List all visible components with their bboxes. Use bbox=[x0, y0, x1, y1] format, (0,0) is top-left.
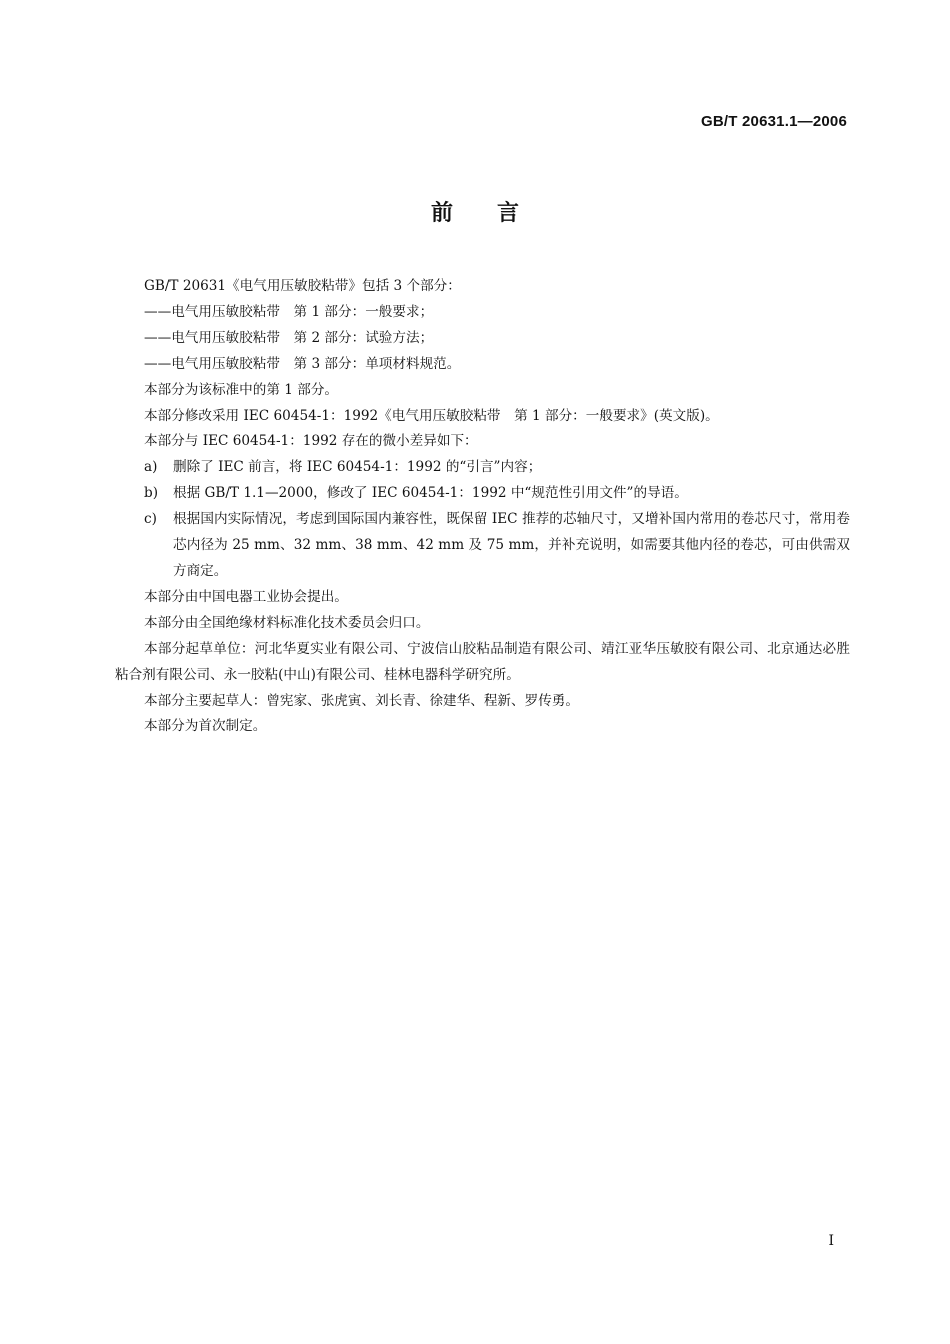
item-marker: a) bbox=[144, 459, 158, 476]
drafting-units-paragraph: 本部分起草单位：河北华夏实业有限公司、宁波信山胶粘品制造有限公司、靖江亚华压敏胶有限公司、北京通达必胜粘合剂有限公司、永一胶粘(中山)有限公司、桂林电器科学研究所。 bbox=[115, 640, 850, 683]
proposed-by-line: 本部分由中国电器工业协会提出。 bbox=[144, 588, 348, 605]
part-1-line: ——电气用压敏胶粘带 第 1 部分：一般要求； bbox=[144, 303, 434, 320]
difference-item-b bbox=[115, 481, 850, 507]
standard-code: GB/T 20631.1—2006 bbox=[701, 113, 847, 130]
part-2-line: ——电气用压敏胶粘带 第 2 部分：试验方法； bbox=[144, 329, 434, 346]
item-text: 根据国内实际情况，考虑到国际国内兼容性，既保留 IEC 推荐的芯轴尺寸，又增补国内常用的卷芯尺寸，常用卷芯内径为 25 mm、32 mm、38 mm、42 mm 及 75 mm，并补充说明，如需要其他内径的卷芯，可由供需双方商定。 bbox=[173, 511, 850, 579]
difference-item-a bbox=[115, 455, 850, 481]
foreword-body bbox=[115, 274, 850, 740]
this-part-line: 本部分为该标准中的第 1 部分。 bbox=[144, 381, 339, 398]
item-marker: b) bbox=[144, 485, 159, 502]
first-edition-line: 本部分为首次制定。 bbox=[144, 718, 267, 735]
intro-line: GB/T 20631《电气用压敏胶粘带》包括 3 个部分： bbox=[144, 278, 461, 294]
jurisdiction-line: 本部分由全国绝缘材料标准化技术委员会归口。 bbox=[144, 614, 430, 631]
page-number: I bbox=[828, 1233, 834, 1249]
drafters-line: 本部分主要起草人：曾宪家、张虎寅、刘长青、徐建华、程新、罗传勇。 bbox=[144, 692, 579, 709]
differences-intro-line: 本部分与 IEC 60454-1：1992 存在的微小差异如下： bbox=[144, 433, 478, 450]
item-marker: c) bbox=[144, 511, 157, 528]
page-title: 前言 bbox=[430, 201, 563, 226]
item-text: 根据 GB/T 1.1—2000，修改了 IEC 60454-1：1992 中“规范性引用文件”的导语。 bbox=[173, 485, 688, 502]
part-3-line: ——电气用压敏胶粘带 第 3 部分：单项材料规范。 bbox=[144, 355, 461, 372]
difference-item-c bbox=[115, 507, 850, 585]
adoption-line: 本部分修改采用 IEC 60454-1：1992《电气用压敏胶粘带 第 1 部分：一般要求》(英文版)。 bbox=[144, 407, 719, 424]
item-text: 删除了 IEC 前言，将 IEC 60454-1：1992 的“引言”内容； bbox=[173, 459, 542, 476]
